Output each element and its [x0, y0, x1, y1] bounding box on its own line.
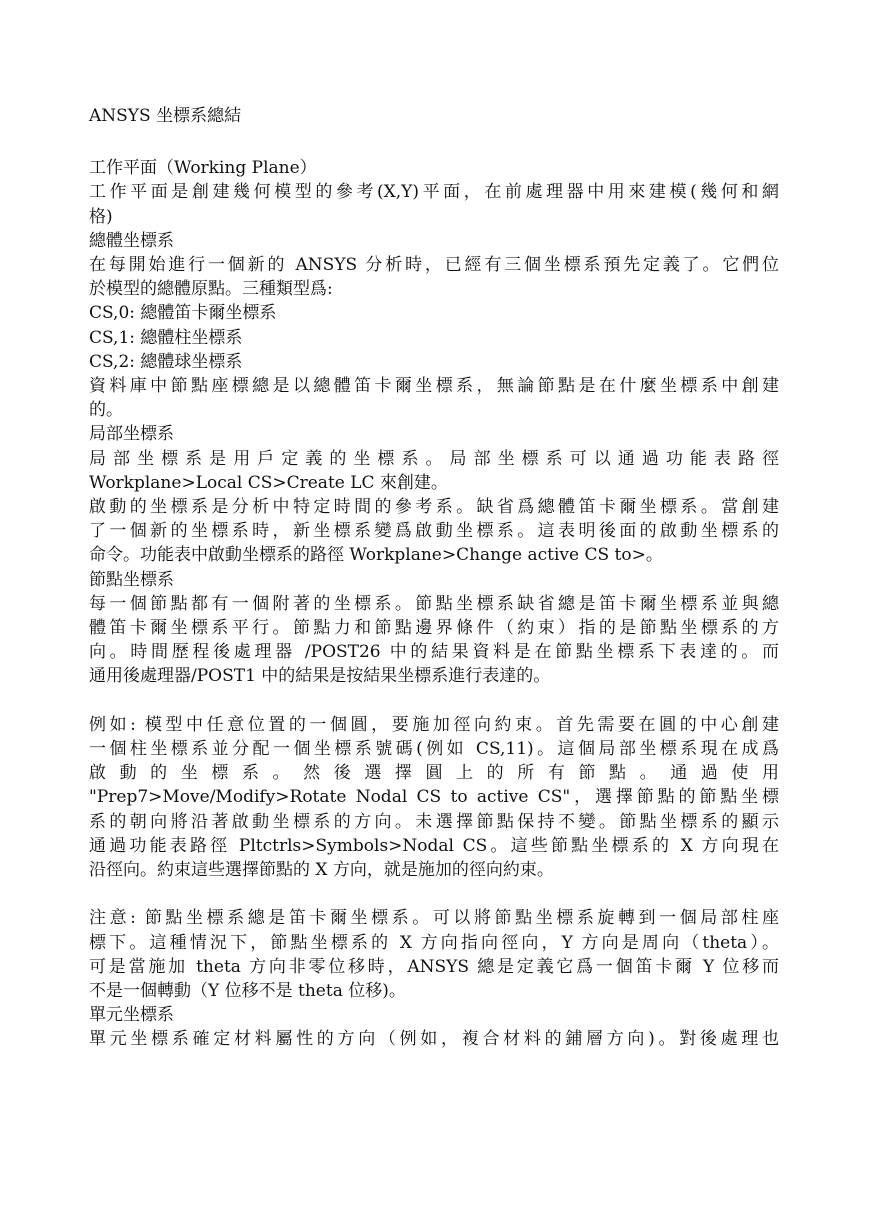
paragraph-line: 啟動的坐標系是分析中特定時間的參考系。缺省爲總體笛卡爾坐標系。當創建: [89, 497, 779, 518]
paragraph-line: 標下。這種情況下，節點坐標系的 X 方向指向徑向，Y 方向是周向（theta）。: [89, 932, 779, 953]
paragraph-line: 在每開始進行一個新的 ANSYS 分析時，已經有三個坐標系預先定義了。它們位: [89, 255, 779, 276]
paragraph-line: 系的朝向將沿著啟動坐標系的方向。未選擇節點保持不變。節點坐標系的顯示: [89, 811, 779, 832]
paragraph-gap: [89, 689, 779, 713]
paragraph-line: 格): [89, 206, 113, 227]
paragraph-line: 了一個新的坐標系時，新坐標系變爲啟動坐標系。這表明後面的啟動坐標系的: [89, 521, 779, 542]
list-item-cs1: CS,1: 總體柱坐標系: [89, 327, 243, 348]
paragraph-line: "Prep7>Move/Modify>Rotate Nodal CS to active CS"，選擇節點的節點坐標: [89, 787, 779, 808]
paragraph-line: 的。: [89, 400, 123, 421]
section-heading-global-cs: 總體坐標系: [89, 230, 174, 251]
paragraph-line: 通過功能表路徑 Pltctrls>Symbols>Nodal CS。這些節點坐標系的 X 方向現在: [89, 835, 779, 856]
paragraph-line: 工作平面是創建幾何模型的參考(X,Y)平面，在前處理器中用來建模(幾何和網: [89, 182, 779, 203]
paragraph-line: 注意: 節點坐標系總是笛卡爾坐標系。可以將節點坐標系旋轉到一個局部柱座: [89, 908, 779, 929]
paragraph-line: 向。時間歷程後處理器 /POST26 中的結果資料是在節點坐標系下表達的。而: [89, 642, 779, 663]
paragraph-line: 體笛卡爾坐標系平行。節點力和節點邊界條件（約束）指的是節點坐標系的方: [89, 618, 779, 639]
paragraph-line: 局部坐標系是用戶定義的坐標系。局部坐標系可以通過功能表路徑: [89, 448, 779, 469]
paragraph-line: 沿徑向。約束這些選擇節點的 X 方向，就是施加的徑向約束。: [89, 860, 554, 881]
document-title: ANSYS 坐標系總結: [89, 106, 242, 126]
paragraph-line: 每一個節點都有一個附著的坐標系。節點坐標系缺省總是笛卡爾坐標系並與總: [89, 593, 779, 614]
paragraph-line: 於模型的總體原點。三種類型爲:: [89, 279, 333, 300]
paragraph-line: 啟動的坐標系。然後選擇圓上的所有節點。通過使用: [89, 763, 779, 784]
paragraph-line: 不是一個轉動（Y 位移不是 theta 位移)。: [89, 981, 406, 1002]
section-heading-working-plane: 工作平面（Working Plane）: [89, 158, 317, 179]
paragraph-line: 資料庫中節點座標總是以總體笛卡爾坐標系，無論節點是在什麼坐標系中創建: [89, 376, 779, 397]
list-item-cs2: CS,2: 總體球坐標系: [89, 351, 243, 372]
paragraph-line: 可是當施加 theta 方向非零位移時，ANSYS 總是定義它爲一個笛卡爾 Y 位移而: [89, 956, 779, 977]
paragraph-line: 通用後處理器/POST1 中的結果是按結果坐標系進行表達的。: [89, 666, 551, 687]
paragraph-gap: [89, 882, 779, 906]
section-heading-local-cs: 局部坐標系: [89, 424, 174, 445]
section-heading-element-cs: 單元坐標系: [89, 1005, 174, 1026]
paragraph-line: 例如: 模型中任意位置的一個圓，要施加徑向約束。首先需要在圓的中心創建: [89, 714, 779, 735]
section-heading-nodal-cs: 節點坐標系: [89, 569, 174, 590]
paragraph-line: 命令。功能表中啟動坐標系的路徑 Workplane>Change active CS to>。: [89, 545, 663, 566]
paragraph-line: 單元坐標系確定材料屬性的方向（例如，複合材料的鋪層方向)。對後處理也: [89, 1029, 779, 1050]
document-page: [89, 104, 779, 1052]
paragraph-line: 一個柱坐標系並分配一個坐標系號碼(例如 CS,11)。這個局部坐標系現在成爲: [89, 739, 779, 760]
list-item-cs0: CS,0: 總體笛卡爾坐標系: [89, 303, 277, 324]
paragraph-line: Workplane>Local CS>Create LC 來創建。: [89, 472, 448, 493]
